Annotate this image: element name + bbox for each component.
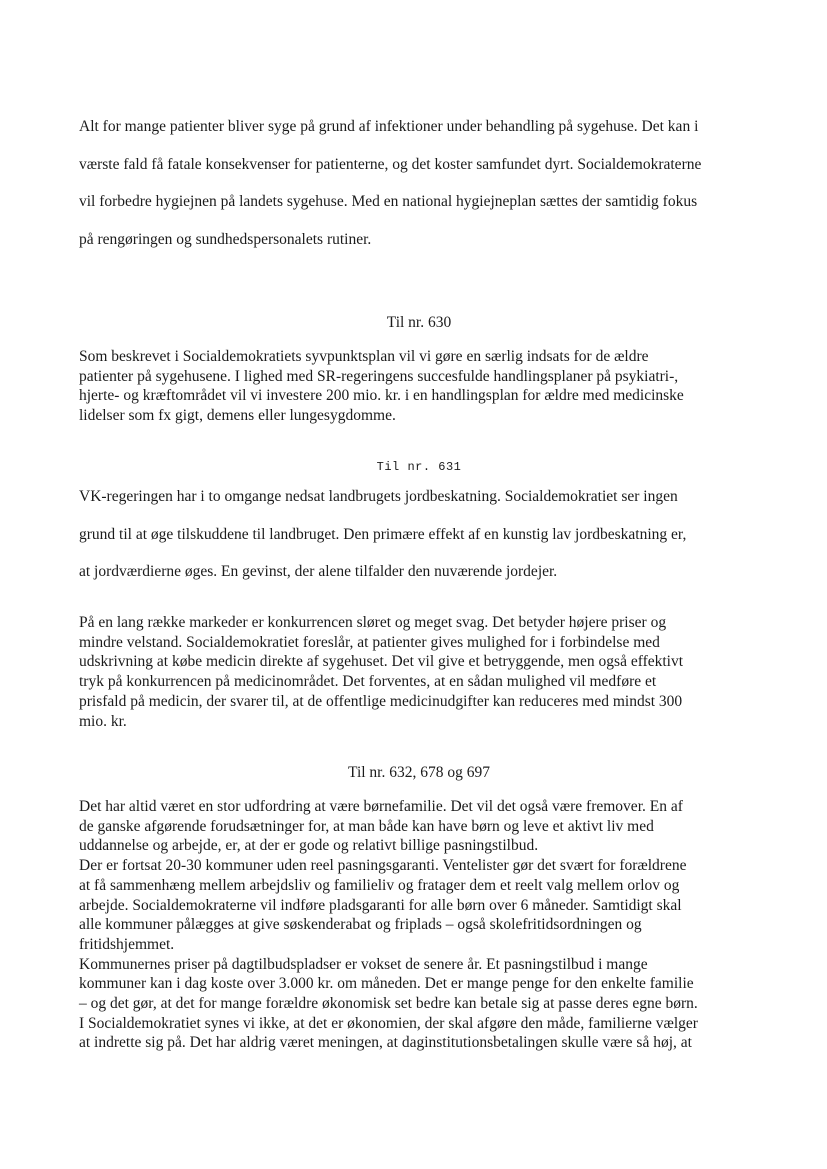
text-line: tryk på konkurrencen på medicinområdet. Det forventes, at en sådan mulighed vil medføre et — [79, 673, 657, 691]
text-line: at jordværdierne øges. En gevinst, der alene tilfalder den nuværende jordejer. — [79, 563, 558, 580]
paragraph-630 — [79, 347, 759, 426]
text-line: prisfald på medicin, der svarer til, at de offentlige medicinudgifter kan reduceres med mindst 300 — [79, 692, 683, 710]
text-line: værste fald få fatale konsekvenser for patienterne, og det koster samfundet dyrt. Socialdemokraterne — [79, 155, 702, 173]
text-line: I Socialdemokratiet synes vi ikke, at det er økonomien, der skal afgøre den måde, familierne vælger — [79, 1014, 698, 1032]
text-line: alle kommuner pålægges at give søskenderabat og friplads – også skolefritidsordningen og — [79, 916, 642, 934]
heading-631: Til nr. 631 — [376, 460, 462, 474]
text-line: lidelser som fx gigt, demens eller lungesygdomme. — [79, 407, 396, 425]
text-line: grund til at øge tilskuddene til landbruget. Den primære effekt af en kunstig lav jordbeskatning er, — [79, 525, 687, 543]
text-line: – og det gør, at det for mange forældre økonomisk set bedre kan betale sig at passe deres egne børn. — [79, 995, 698, 1013]
text-line: Som beskrevet i Socialdemokratiets syvpunktsplan vil vi gøre en særlig indsats for de ældre — [79, 348, 649, 365]
text-line: udskrivning at købe medicin direkte af sygehuset. Det vil give et betryggende, men også effektivt — [79, 653, 684, 671]
text-line: hjerte- og kræftområdet vil vi investere 200 mio. kr. i en handlingsplan for ældre med medicinske — [79, 387, 684, 405]
text-line: Det har altid været en stor udfordring at være børnefamilie. Det vil det også være fremover. En af — [79, 798, 683, 815]
text-line: Alt for mange patienter bliver syge på grund af infektioner under behandling på sygehuse. Det kan i — [79, 118, 699, 135]
intro-paragraph — [79, 108, 759, 258]
text-line: Kommunernes priser på dagtilbudspladser er vokset de senere år. Et pasningstilbud i mange — [79, 955, 648, 973]
paragraph-631 — [79, 478, 759, 591]
heading-630: Til nr. 630 — [386, 314, 452, 331]
text-line: kommuner kan i dag koste over 3.000 kr. om måneden. Det er mange penge for den enkelte familie — [79, 975, 694, 993]
paragraph-632 — [79, 797, 759, 1053]
text-line: mindre velstand. Socialdemokratiet foreslår, at patienter gives mulighed for i forbindelse med — [79, 633, 660, 651]
text-line: de ganske afgørende forudsætninger for, at man både kan have børn og leve et aktivt liv med — [79, 817, 654, 835]
text-line: at indrette sig på. Det har aldrig været meningen, at daginstitutionsbetalingen skulle være så høj, at — [79, 1034, 692, 1052]
text-line: VK-regeringen har i to omgange nedsat landbrugets jordbeskatning. Socialdemokratiet ser ingen — [79, 488, 678, 505]
paragraph-medicine — [79, 613, 759, 731]
text-line: uddannelse og arbejde, er, at der er gode og relativt billige pasningstilbud. — [79, 837, 539, 855]
text-line: at få sammenhæng mellem arbejdsliv og familieliv og fratager dem et reelt valg mellem orlov og — [79, 876, 680, 894]
text-line: mio. kr. — [79, 712, 127, 730]
text-line: på rengøringen og sundhedspersonalets rutiner. — [79, 230, 372, 248]
text-line: På en lang række markeder er konkurrencen sløret og meget svag. Det betyder højere priser og — [79, 614, 667, 631]
text-line: fritidshjemmet. — [79, 935, 175, 953]
text-line: patienter på sygehusene. I lighed med SR-regeringens succesfulde handlingsplaner på psykiatri-, — [79, 367, 679, 385]
text-line: Der er fortsat 20-30 kommuner uden reel pasningsgaranti. Ventelister gør det svært for forældrene — [79, 857, 687, 875]
text-line: arbejde. Socialdemokraterne vil indføre pladsgaranti for alle børn over 6 måneder. Samtidigt skal — [79, 896, 682, 914]
heading-632: Til nr. 632, 678 og 697 — [348, 764, 490, 781]
text-line: vil forbedre hygiejnen på landets sygehuse. Med en national hygiejneplan sættes der samtidig fokus — [79, 193, 698, 210]
